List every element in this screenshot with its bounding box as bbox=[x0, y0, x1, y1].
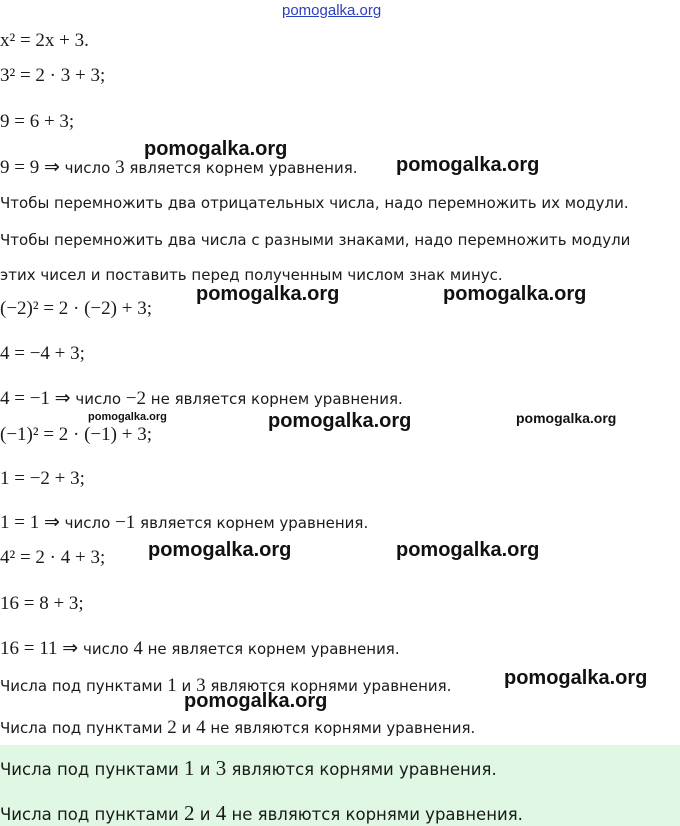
math-text: 4 bbox=[196, 717, 206, 738]
text: и bbox=[194, 760, 216, 779]
text: является корнем уравнения. bbox=[135, 514, 369, 532]
math-text: 2 bbox=[184, 801, 195, 825]
text: Чтобы перемножить два отрицательных числа, надо перемножить их модули. bbox=[0, 194, 629, 212]
watermark: pomogalka.org bbox=[396, 154, 540, 176]
math-text: 1 bbox=[184, 756, 195, 780]
text: являются корнями уравнения. bbox=[226, 760, 497, 779]
equation-line bbox=[0, 30, 89, 52]
text: Числа под пунктами bbox=[0, 760, 184, 779]
conclusion-line bbox=[0, 512, 368, 534]
text: этих чисел и поставить перед полученным числом знак минус. bbox=[0, 266, 503, 284]
math-text: 1 = 1 ⇒ bbox=[0, 512, 60, 533]
rule-text bbox=[0, 229, 630, 251]
math-text: 4² = 2 · 4 + 3; bbox=[0, 547, 106, 568]
text: число bbox=[64, 159, 116, 177]
answer-line bbox=[0, 802, 523, 826]
watermark: pomogalka.org bbox=[516, 410, 617, 426]
equation-line bbox=[0, 593, 84, 615]
math-text: 3 bbox=[115, 157, 125, 178]
equation-line bbox=[0, 468, 85, 490]
math-text: 1 bbox=[167, 675, 177, 696]
math-text: 4 = −1 ⇒ bbox=[0, 388, 71, 409]
text: не является корнем уравнения. bbox=[146, 390, 403, 408]
answer-line bbox=[0, 757, 497, 781]
text: число bbox=[82, 640, 134, 658]
rule-text bbox=[0, 192, 629, 214]
math-text: 1 = −2 + 3; bbox=[0, 468, 85, 489]
math-text: 3² = 2 · 3 + 3; bbox=[0, 65, 106, 86]
watermark: pomogalka.org bbox=[184, 690, 328, 712]
math-text: 4 = −4 + 3; bbox=[0, 343, 85, 364]
text: и bbox=[176, 677, 197, 695]
equation-line bbox=[0, 547, 105, 569]
text: Числа под пунктами bbox=[0, 677, 168, 695]
watermark: pomogalka.org bbox=[144, 138, 288, 160]
watermark: pomogalka.org bbox=[196, 283, 340, 305]
math-text: (−2)² = 2 · (−2) + 3; bbox=[0, 298, 152, 319]
equation-line bbox=[0, 343, 85, 365]
watermark: pomogalka.org bbox=[88, 411, 167, 423]
math-text: 9 = 6 + 3; bbox=[0, 111, 75, 132]
text: являются корнями уравнения. bbox=[205, 677, 452, 695]
math-text: 3 bbox=[196, 675, 206, 696]
math-text: 4 bbox=[133, 638, 143, 659]
text: не является корнем уравнения. bbox=[142, 640, 400, 658]
math-text: (−1)² = 2 · (−1) + 3; bbox=[0, 424, 152, 445]
text: не являются корнями уравнения. bbox=[205, 719, 476, 737]
equation-line bbox=[0, 111, 74, 133]
text: и bbox=[176, 719, 197, 737]
text: не являются корнями уравнения. bbox=[226, 805, 523, 824]
conclusion-line bbox=[0, 638, 400, 660]
math-text: −1 bbox=[115, 512, 136, 533]
text: является корнем уравнения. bbox=[124, 159, 358, 177]
watermark-top-link[interactable]: pomogalka.org bbox=[282, 2, 382, 19]
text: число bbox=[64, 514, 116, 532]
math-text: 4 bbox=[215, 801, 227, 825]
text: Чтобы перемножить два числа с разными знаками, надо перемножить модули bbox=[0, 231, 631, 249]
watermark: pomogalka.org bbox=[148, 539, 292, 561]
watermark: pomogalka.org bbox=[504, 667, 648, 689]
text: и bbox=[194, 805, 216, 824]
watermark: pomogalka.org bbox=[268, 410, 412, 432]
watermark: pomogalka.org bbox=[443, 283, 587, 305]
summary-line bbox=[0, 717, 475, 739]
equation-line bbox=[0, 298, 152, 320]
watermark: pomogalka.org bbox=[396, 539, 540, 561]
math-text: x² = 2x + 3. bbox=[0, 30, 89, 51]
math-text: 16 = 8 + 3; bbox=[0, 593, 84, 614]
math-text: 2 bbox=[167, 717, 177, 738]
text: Числа под пунктами bbox=[0, 805, 184, 824]
math-text: 3 bbox=[215, 756, 227, 780]
equation-line bbox=[0, 65, 105, 87]
math-text: 9 = 9 ⇒ bbox=[0, 157, 60, 178]
math-text: −2 bbox=[125, 388, 146, 409]
text: число bbox=[75, 390, 126, 408]
answer-box bbox=[0, 745, 680, 826]
math-text: 16 = 11 ⇒ bbox=[0, 638, 79, 659]
text: Числа под пунктами bbox=[0, 719, 168, 737]
conclusion-line bbox=[0, 388, 403, 410]
equation-line bbox=[0, 424, 152, 446]
